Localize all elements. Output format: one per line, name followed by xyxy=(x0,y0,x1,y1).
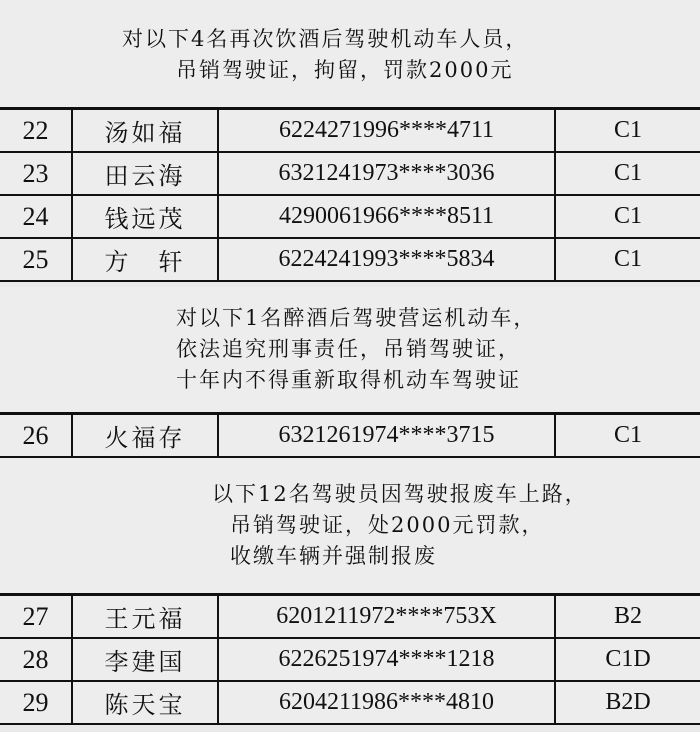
violators-table-1 xyxy=(0,108,700,282)
row-number: 25 xyxy=(0,238,72,281)
license-class: B2 xyxy=(555,595,700,638)
id-number: 6226251974****1218 xyxy=(218,638,555,681)
driver-name: 火福存 xyxy=(72,414,218,457)
id-number: 6321261974****3715 xyxy=(218,414,555,457)
driver-name: 王元福 xyxy=(72,595,218,638)
id-number: 6224241993****5834 xyxy=(218,238,555,281)
table-row xyxy=(0,195,700,238)
section-heading-drunk-commercial-driving xyxy=(0,287,700,414)
driver-name: 方 轩 xyxy=(72,238,218,281)
row-number: 28 xyxy=(0,638,72,681)
driver-name: 陈天宝 xyxy=(72,681,218,724)
heading-line: 吊销驾驶证，处2000元罚款， xyxy=(230,513,545,537)
license-class: C1 xyxy=(555,414,700,457)
license-class: C1 xyxy=(555,238,700,281)
id-number: 6321241973****3036 xyxy=(218,152,555,195)
violators-table-2 xyxy=(0,413,700,458)
heading-line: 对以下4名再次饮酒后驾驶机动车人员， xyxy=(122,26,529,51)
id-number: 6224271996****4711 xyxy=(218,109,555,152)
table-row xyxy=(0,681,700,724)
id-number: 6201211972****753X xyxy=(218,595,555,638)
driver-name: 李建国 xyxy=(72,638,218,681)
table-row xyxy=(0,152,700,195)
heading-line: 十年内不得重新取得机动车驾驶证 xyxy=(176,368,521,392)
row-number: 24 xyxy=(0,195,72,238)
row-number: 27 xyxy=(0,595,72,638)
table-row xyxy=(0,109,700,152)
row-number: 29 xyxy=(0,681,72,724)
license-class: B2D xyxy=(555,681,700,724)
table-row xyxy=(0,238,700,281)
driver-name: 田云海 xyxy=(72,152,218,195)
heading-line: 收缴车辆并强制报废 xyxy=(230,544,437,568)
row-number: 26 xyxy=(0,414,72,457)
table-row xyxy=(0,414,700,457)
id-number: 6204211986****4810 xyxy=(218,681,555,724)
table-row xyxy=(0,595,700,638)
driver-name: 钱远茂 xyxy=(72,195,218,238)
heading-line: 吊销驾驶证，拘留，罚款2000元 xyxy=(176,57,514,82)
heading-line: 依法追究刑事责任，吊销驾驶证， xyxy=(176,337,521,361)
row-number: 22 xyxy=(0,109,72,152)
table-row xyxy=(0,638,700,681)
license-class: C1 xyxy=(555,152,700,195)
heading-line: 对以下1名醉酒后驾驶营运机动车， xyxy=(176,306,537,330)
license-class: C1D xyxy=(555,638,700,681)
heading-line: 以下12名驾驶员因驾驶报废车上路， xyxy=(212,482,588,506)
row-number: 23 xyxy=(0,152,72,195)
driver-name: 汤如福 xyxy=(72,109,218,152)
section-heading-scrapped-vehicle xyxy=(0,458,700,595)
violators-table-3 xyxy=(0,594,700,725)
id-number: 4290061966****8511 xyxy=(218,195,555,238)
section-heading-repeat-drunk-driving xyxy=(0,0,700,109)
license-class: C1 xyxy=(555,109,700,152)
license-class: C1 xyxy=(555,195,700,238)
